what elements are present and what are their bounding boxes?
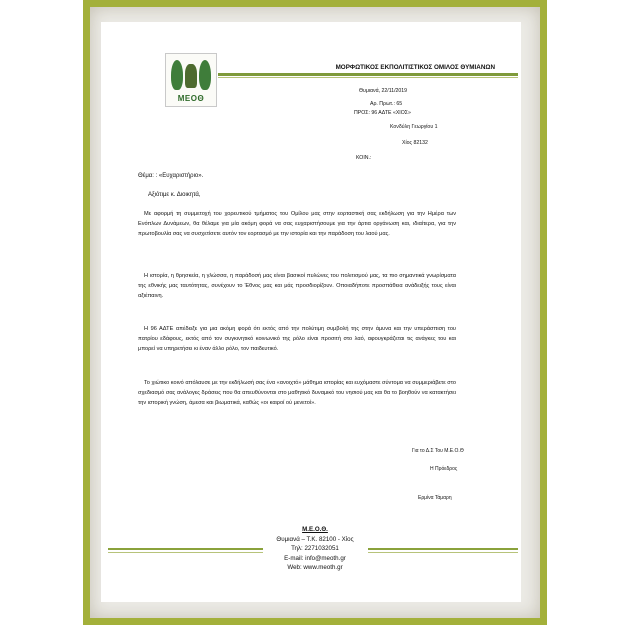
footer-rule-left-thin bbox=[108, 552, 263, 553]
paragraph-1: Με αφορμή τη συμμετοχή του χορευτικού τμήματος του Ομίλου μας στην εορταστική σας εκδήλωση για την Ημέρα των Ενόπλων Δυνάμεων, θα θέλαμε για μία ακόμη φορά να σας ευχαριστήσουμε για την άρτια οργάνωση και, ιδιαίτερα, για την πρωτοβουλία σας να συσχετίσετε αυτόν τον εορτασμό με την ιστορία και την παράδοση του λαού μας. bbox=[138, 211, 456, 238]
header-rule-thin bbox=[218, 77, 518, 78]
logo-text: ΜΕΟΘ bbox=[177, 94, 205, 103]
footer-rule-right bbox=[368, 548, 518, 550]
footer-email: E-mail: info@meoth.gr bbox=[284, 554, 346, 562]
recipient: ΠΡΟΣ: 96 ΑΔΤΕ «ΧΙΟΣ» bbox=[354, 110, 411, 116]
organization-logo bbox=[165, 53, 217, 107]
protocol-number: Αρ. Πρωτ.: 65 bbox=[370, 101, 403, 107]
footer-phone: Τηλ: 2271032051 bbox=[291, 545, 339, 553]
signature-role: Η Πρόεδρος bbox=[430, 466, 458, 472]
header-rule bbox=[218, 73, 518, 76]
recipient-street: Κονδύλη Γεωργίου 1 bbox=[390, 124, 438, 130]
letter-date: Θυμιανά, 22/11/2019 bbox=[359, 88, 408, 94]
letter-page bbox=[101, 22, 521, 602]
paragraph-3: Η 96 ΑΔΤΕ απέδειξε για μια ακόμη φορά ότι εκτός από την πολύτιμη συμβολή της στην άμυνα και την υπεράσπιση του πατρίου εδάφους, εκτός από τον συγκινητικό κοινωνικό της ρόλο είναι προσιτή στο λαό, αφουγκράζεται τις ανάγκες του και μπορεί να υπηρετήσει κι έναν άλλο ρόλο, τον παιδευτικό. bbox=[138, 326, 456, 353]
letter-subject: Θέμα: : «Ευχαριστήριο». bbox=[138, 173, 204, 179]
paragraph-2: Η ιστορία, η θρησκεία, η γλώσσα, η παράδοσή μας είναι βασικοί πυλώνες του πολιτισμού μας, τα πιο σημαντικά γνωρίσματα της εθνικής μας ταυτότητας, συνέχουν το Έθνος μας και μάς προσδιορίζουν. Οποιαδήποτε προσπάθεια ανάδειξής τους είναι αξιέπαινη. bbox=[138, 273, 456, 300]
letter-greeting: Αξιότιμε κ. Διοικητά, bbox=[148, 192, 201, 198]
footer-rule-left bbox=[108, 548, 263, 550]
logo-tree-right-icon bbox=[199, 60, 211, 90]
logo-tree-left-icon bbox=[171, 60, 183, 90]
footer-rule-right-thin bbox=[368, 552, 518, 553]
footer-address: Θυμιανά – Τ.Κ. 82100 - Χίος bbox=[276, 535, 354, 543]
logo-figure-icon bbox=[185, 64, 197, 88]
organization-name: ΜΟΡΦΩΤΙΚΟΣ ΕΚΠΟΛΙΤΙΣΤΙΚΟΣ ΟΜΙΛΟΣ ΘΥΜΙΑΝΩΝ bbox=[335, 64, 495, 71]
footer-contact bbox=[250, 525, 380, 573]
footer-title: Μ.Ε.Ο.Θ. bbox=[302, 526, 328, 533]
paragraph-4: Το χιώτικο κοινό απόλαυσε με την εκδήλωσή σας ένα «ανοιχτό» μάθημα ιστορίας και ευχόμαστε σύντομα να συμμεριάβετε στο σχεδιασμό σας ανάλογες δράσεις που θα απευθύνονται στο μαθητικό δυναμικό του νησιού μας και θα το βοηθούν να κατακτήσει την ιστορική γνώση, άμεσα και βιωματικά, καθώς «οι καιροί ού μενετοί». bbox=[138, 380, 456, 407]
signature-on-behalf: Για το Δ.Σ Του Μ.Ε.Ο.Θ bbox=[412, 448, 464, 454]
footer-web: Web: www.meoth.gr bbox=[287, 564, 343, 572]
signature-name: Ερμίνα Τάμαρη bbox=[418, 495, 452, 501]
cc-label: ΚΟΙΝ.: bbox=[356, 155, 372, 161]
recipient-city: Χίος 82132 bbox=[402, 140, 428, 146]
